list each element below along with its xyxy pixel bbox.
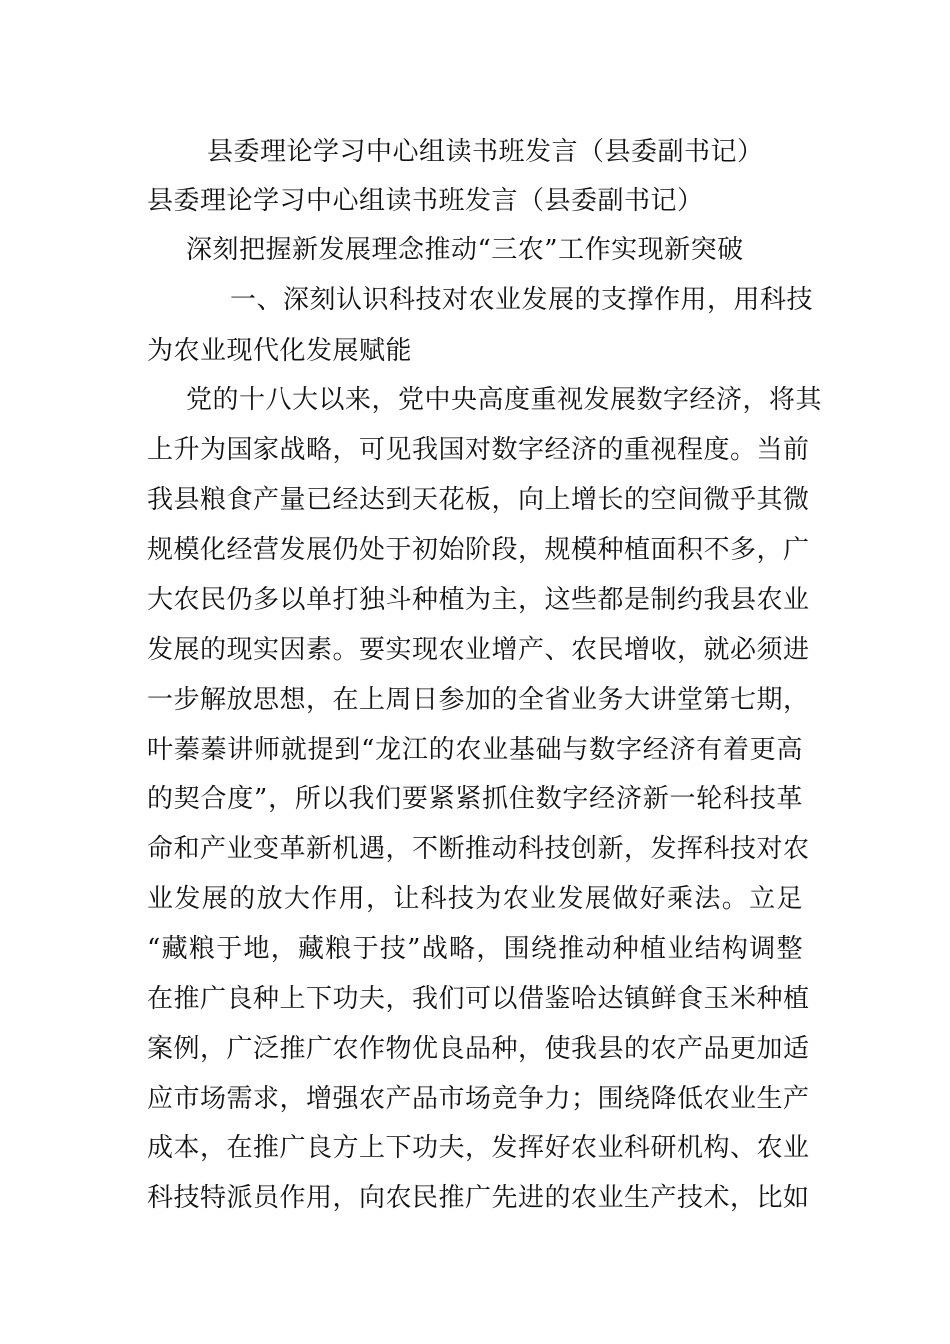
body-line-2: 上升为国家战略，可见我国对数字经济的重视程度。当前 [147, 435, 810, 465]
body-line-15: 应市场需求，增强农产品市场竞争力；围绕降低农业生产 [147, 1084, 810, 1114]
section-heading-line-2: 为农业现代化发展赋能 [147, 336, 413, 366]
body-line-17: 科技特派员作用，向农民推广先进的农业生产技术，比如 [147, 1183, 810, 1213]
body-line-12: “藏粮于地，藏粮于技”战略，围绕推动种植业结构调整 [147, 934, 803, 964]
body-line-14: 案例，广泛推广农作物优良品种，使我县的农产品更加适 [147, 1034, 810, 1064]
body-line-11: 业发展的放大作用，让科技为农业发展做好乘法。立足 [147, 884, 803, 914]
body-line-13: 在推广良种上下功夫，我们可以借鉴哈达镇鲜食玉米种植 [147, 984, 810, 1014]
body-line-6: 发展的现实因素。要实现农业增产、农民增收，就必须进 [147, 635, 810, 665]
section-heading-line-1: 一、深刻认识科技对农业发展的支撑作用，用科技 [230, 285, 814, 315]
body-line-16: 成本，在推广良方上下功夫，发挥好农业科研机构、农业 [147, 1133, 810, 1163]
document-title: 县委理论学习中心组读书班发言（县委副书记） [207, 137, 764, 167]
body-line-10: 命和产业变革新机遇，不断推动科技创新，发挥科技对农 [147, 834, 810, 864]
body-line-5: 大农民仍多以单打独斗种植为主，这些都是制约我县农业 [147, 585, 810, 615]
body-line-4: 规模化经营发展仍处于初始阶段，规模种植面积不多，广 [147, 535, 810, 565]
document-theme: 深刻把握新发展理念推动“三农”工作实现新突破 [186, 235, 744, 265]
document-subtitle: 县委理论学习中心组读书班发言（县委副书记） [147, 186, 704, 216]
body-line-9: 的契合度”，所以我们要紧紧抓住数字经济新一轮科技革 [147, 784, 803, 814]
body-line-7: 一步解放思想，在上周日参加的全省业务大讲堂第七期， [147, 685, 810, 715]
body-line-3: 我县粮食产量已经达到天花板，向上增长的空间微乎其微 [147, 485, 810, 515]
body-line-1: 党的十八大以来，党中央高度重视发展数字经济，将其 [186, 385, 823, 415]
body-line-8: 叶蓁蓁讲师就提到“龙江的农业基础与数字经济有着更高 [147, 735, 803, 765]
